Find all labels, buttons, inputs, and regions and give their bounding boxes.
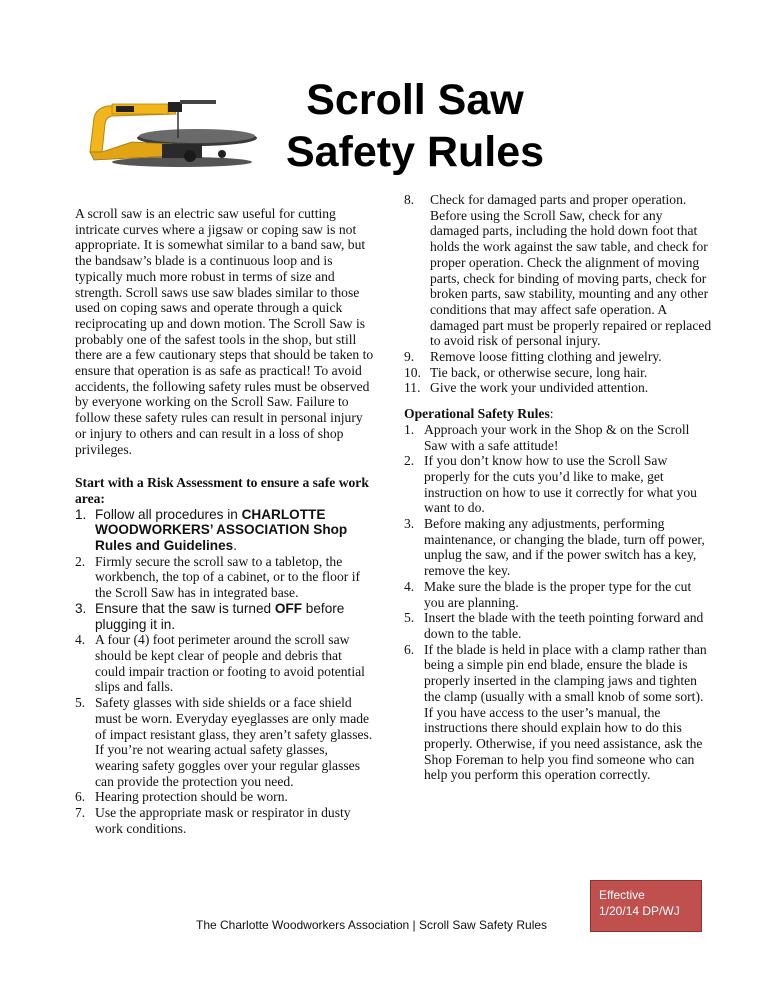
operational-list <box>404 422 714 783</box>
list-item: 4. Make sure the blade is the proper type for the cut you are planning. <box>404 578 692 610</box>
list-item: 1. Approach your work in the Shop & on the Scroll Saw with a safe attitude! <box>404 421 690 453</box>
list-item: 5. Safety glasses with side shields or a face shield must be worn. Everyday eyeglasses are only made of impact resistant glass, they aren’t safety glasses. If you’re not wearing actual safety glasses, wearing safety goggles over your regular glasses can provide the protection you need. <box>75 695 373 789</box>
operational-heading: Operational Safety Rules: <box>404 406 554 422</box>
list-item: 2. If you don’t know how to use the Scroll Saw properly for the cuts you’d like to make, get instruction on how to use it correctly for what you want to do. <box>404 453 697 516</box>
intro-paragraph: A scroll saw is an electric saw useful for cutting intricate curves where a jigsaw or coping saw is not appropriate. It is somewhat similar to a band saw, but the bandsaw’s blade is a continuous loop and is typically much more robust in terms of size and strength. Scroll saws use saw blades similar to those used on coping saws and operate through a quick reciprocating up and down motion. The Scroll Saw is probably one of the safest tools in the shop, but still there are a few cautionary steps that should be taken to ensure that operation is as safe as practical! To avoid accidents, the following safety rules must be observed by everyone working on the Scroll Saw. Failure to follow these safety rules can result in personal injury or injury to others and can result in a loss of shop privileges. <box>75 206 374 457</box>
list-item: 7. Use the appropriate mask or respirator in dusty work conditions. <box>75 805 351 836</box>
list-item: 5. Insert the blade with the teeth pointing forward and down to the table. <box>404 610 704 641</box>
list-item: 6. If the blade is held in place with a clamp rather than being a simple pin end blade, ensure the blade is properly inserted in the clamping jaws and tighten the clamp (usually with a small knob of some sort). If you have access to the user’s manual, the instructions there should explain how to do this properly. Otherwise, if you need assistance, ask the Shop Foreman to help you find someone who can help you perform this operation correctly. <box>404 641 707 783</box>
footer-text: The Charlotte Woodworkers Association | Scroll Saw Safety Rules <box>196 918 548 932</box>
effective-label: Effective <box>599 888 645 902</box>
risk-heading: Start with a Risk Assessment to ensure a safe work area: <box>75 475 369 506</box>
list-item: 10. Tie back, or otherwise secure, long hair. <box>404 364 648 380</box>
list-item: 9. Remove loose fitting clothing and jewelry. <box>404 349 662 365</box>
list-item: 4. A four (4) foot perimeter around the scroll saw should be kept clear of people and debris that could impair traction or footing to avoid potential slips and falls. <box>75 632 365 695</box>
scroll-saw-image <box>72 100 272 170</box>
list-item: 11. Give the work your undivided attention. <box>404 380 649 396</box>
list-item: 8. Check for damaged parts and proper operation. Before using the Scroll Saw, check for any damaged parts, including the hold down foot that holds the work against the saw table, and check for proper operation. Check the alignment of moving parts, check for binding of moving parts, check for broken parts, saw stability, mounting and any other conditions that may affect safe operation. A damaged part must be properly repaired or replaced to avoid risk of personal injury. <box>404 192 712 349</box>
title-line-2: Safety Rules <box>285 128 545 176</box>
effective-date: 1/20/14 DP/WJ <box>599 904 680 918</box>
risk-list <box>75 507 375 837</box>
list-item: 6. Hearing protection should be worn. <box>75 789 288 805</box>
effective-date-box <box>590 880 702 932</box>
list-item: 3. Ensure that the saw is turned OFF before plugging it in. <box>75 600 345 632</box>
title-line-1: Scroll Saw <box>306 76 524 124</box>
list-item: 1. Follow all procedures in CHARLOTTE WOODWORKERS’ ASSOCIATION Shop Rules and Guidelines. <box>75 506 348 554</box>
risk-list-continued <box>404 192 714 396</box>
page-title <box>250 74 580 178</box>
right-column <box>404 192 714 783</box>
left-column <box>75 206 375 836</box>
list-item: 2. Firmly secure the scroll saw to a tabletop, the workbench, the top of a cabinet, or to the floor if the Scroll Saw has in integrated base. <box>75 553 360 601</box>
list-item: 3. Before making any adjustments, performing maintenance, or changing the blade, turn off power, unplug the saw, and if the power switch has a key, remove the key. <box>404 516 705 579</box>
